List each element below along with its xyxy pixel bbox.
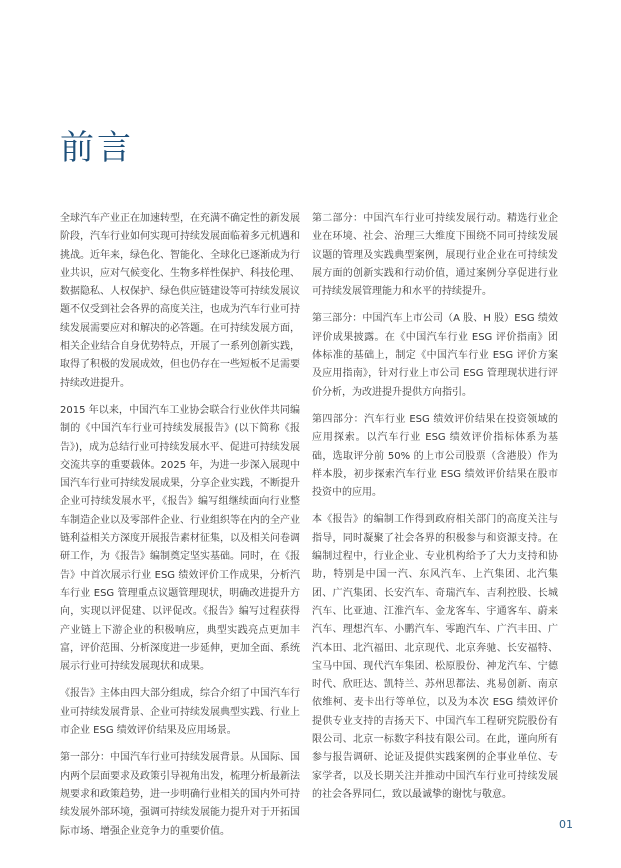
left-column bbox=[60, 210, 300, 850]
paragraph: 《报告》主体由四大部分组成，综合介绍了中国汽车行业可持续发展背景、企业可持续发展典型实践、行业上市企业 ESG 绩效评价结果及应用场景。 bbox=[60, 688, 300, 737]
page-number: 01 bbox=[559, 818, 573, 831]
page-title: 前言 bbox=[60, 128, 134, 168]
paragraph: 本《报告》的编制工作得到政府相关部门的高度关注与指导，同时凝聚了社会各界的积极参与和资源支持。在编制过程中，行业企业、专业机构给予了大力支持和协助，特别是中国一汽、东风汽车、上汽集团、北汽集团、广汽集团、长安汽车、奇瑞汽车、吉利控股、长城汽车、比亚迪、江淮汽车、金龙客车、宇通客车、蔚来汽车、理想汽车、小鹏汽车、零跑汽车、广汽丰田、广汽本田、北汽福田、北京现代、北京奔驰、长安福特、宝马中国、现代汽车集团、松原股份、神龙汽车、宁德时代、欣旺达、凯特兰、苏州思都法、兆易创新、南京依维柯、麦卡出行等单位，以及为本次 ESG 绩效评价提供专业支持的吉扬天下、中国汽车工程研究院股份有限公司、北京一标数字科技有限公司。在此，谨向所有参与报告调研、论证及提供实践案例的企事业单位、专家学者，以及长期关注并推动中国汽车行业可持续发展的社会各界同仁，致以最诚挚的谢忱与敬意。 bbox=[312, 514, 558, 800]
paragraph: 全球汽车产业正在加速转型，在充满不确定性的新发展阶段，汽车行业如何实现可持续发展面临着多元机遇和挑战。近年来，绿色化、智能化、全球化已逐渐成为行业共识，应对气候变化、生物多样性保护、科技伦理、数据隐私、人权保护、绿色供应链建设等可持续发展议题不仅受到社会各界的高度关注，也成为汽车行业可持续发展需要应对和解决的必答题。在可持续发展方面，相关企业结合自身优势特点，开展了一系列创新实践，取得了积极的发展成效，但也仍存在一些短板不足需要持续改进提升。 bbox=[60, 213, 300, 389]
right-column bbox=[312, 210, 558, 813]
paragraph: 第一部分：中国汽车行业可持续发展背景。从国际、国内两个层面要求及政策引导视角出发，梳理分析最新法规要求和政策趋势，进一步明确行业相关的国内外可持续发展外部环境，强调可持续发展能力提升对于开拓国际市场、增强企业竞争力的重要价值。 bbox=[60, 752, 300, 837]
paragraph: 第二部分：中国汽车行业可持续发展行动。精选行业企业在环境、社会、治理三大维度下围绕不同可持续发展议题的管理及实践典型案例，展现行业企业在可持续发展方面的创新实践和行动价值，通过案例分享促进行业可持续发展管理能力和水平的持续提升。 bbox=[312, 213, 558, 298]
paragraph: 2015 年以来，中国汽车工业协会联合行业伙伴共同编制的《中国汽车行业可持续发展报告》(以下简称《报告》)，成为总结行业可持续发展水平、促进可持续发展交流共享的重要载体。2025 年，为进一步深入展现中国汽车行业可持续发展成果，分享企业实践，不断提升企业可持续发展水平，《报告》编写组继续面向行业整车制造企业以及零部件企业、行业组织等在内的全产业链利益相关方深度开展报告素材征集，以及相关问卷调研工作，为《报告》编制奠定坚实基础。同时，在《报告》中首次展示行业 ESG 绩效评价工作成果，分析汽车行业 ESG 管理重点议题管理现状，明确改进提升方向，实现以评促建、以评促改。《报告》编写过程获得产业链上下游企业的积极响应，典型实践亮点更加丰富，评价范围、分析深度进一步延伸，更加全面、系统展示行业可持续发展现状和成果。 bbox=[60, 404, 300, 673]
paragraph: 第四部分：汽车行业 ESG 绩效评价结果在投资领域的应用探索。以汽车行业 ESG 绩效评价指标体系为基础，选取评分前 50% 的上市公司股票（含港股）作为样本股，初步探索汽车行业 ESG 绩效评价结果在股市投资中的应用。 bbox=[312, 413, 558, 499]
paragraph: 第三部分：中国汽车上市公司（A 股、H 股）ESG 绩效评价成果披露。在《中国汽车行业 ESG 评价指南》团体标准的基础上，制定《中国汽车行业 ESG 评价方案及应用指南》，针对行业上市公司 ESG 管理现状进行评价分析，为改进提升提供方向指引。 bbox=[312, 313, 558, 398]
